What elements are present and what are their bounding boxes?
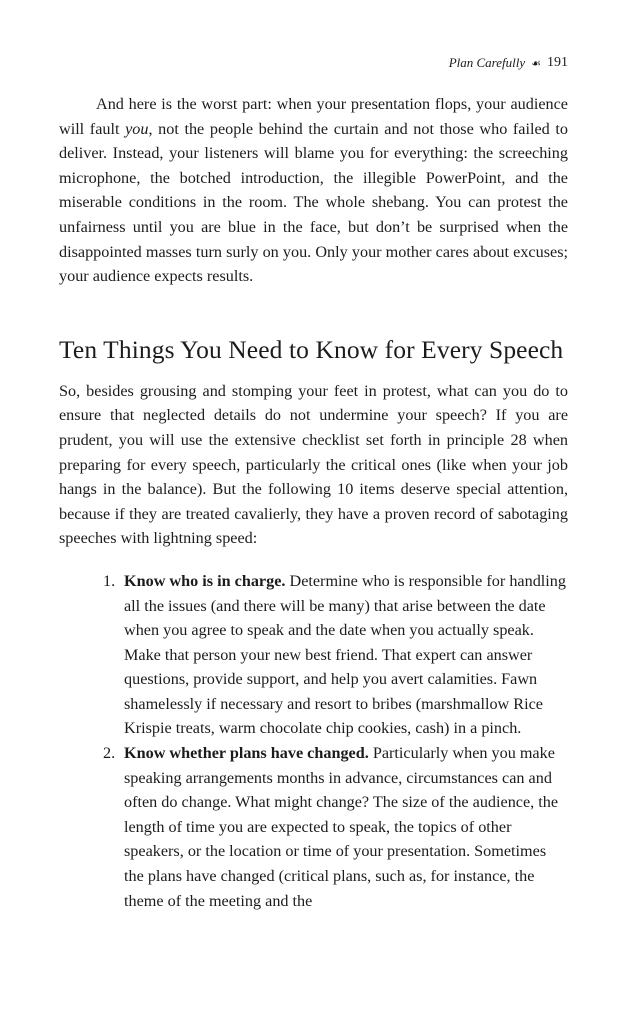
list-item (59, 741, 568, 913)
page-number: 191 (547, 55, 568, 70)
list-item-title: Know who is in charge. (124, 571, 286, 590)
list-item-title: Know whether plans have changed. (124, 744, 369, 763)
section-heading: Ten Things You Need to Know for Every Speech (59, 334, 564, 364)
intro-paragraph: And here is the worst part: when your presentation flops, your audience will fault you, not the people behind the curtain and not those who failed to deliver. Instead, your listeners will blame you for everything: the screeching microphone, the botched introduction, the illegible PowerPoint, and the miserable conditions in the room. The whole shebang. You can protest the unfairness until you are blue in the face, but don’t be surprised when the disappointed masses turn surly on you. Only your mother cares about excuses; your audience expects results. (59, 95, 568, 286)
list-item-text: Particularly when you make speaking arrangements months in advance, circumstances can and often do change. What might change? The size of the audience, the length of time you are expected to speak, the topics of other speakers, or the location or time of your presentation. Sometimes the plans have changed (critical plans, such as, for instance, the theme of the meeting and the (124, 744, 559, 910)
list-item-number: 1. (103, 571, 116, 590)
list-item (59, 569, 568, 741)
running-header (449, 55, 568, 71)
page-body (59, 92, 568, 913)
list-item-number: 2. (103, 744, 116, 763)
list-item-text: Determine who is responsible for handling all the issues (and there will be many) that arise between the date when you agree to speak and the date when you actually speak. Make that person your new best friend. That expert can answer questions, provide support, and help you avert calamities. Fawn shamelessly if necessary and resort to bribes (marshmallow Rice Krispie treats, warm chocolate chip cookies, cash) in a pinch. (124, 571, 566, 738)
numbered-list (59, 569, 568, 913)
section-paragraph: So, besides grousing and stomping your feet in protest, what can you do to ensure that neglected details do not undermine your speech? If you are prudent, you will use the extensive checklist set forth in principle 28 when preparing for every speech, particularly the critical ones (like when your job hangs in the balance). But the following 10 items deserve special attention, because if they are treated cavalierly, they have a proven record of sabotaging speeches with lightning speed: (59, 381, 568, 548)
running-title: Plan Carefully (448, 55, 526, 70)
fleuron-icon: ☙ (531, 57, 541, 70)
emphasis-you: you (125, 119, 149, 138)
